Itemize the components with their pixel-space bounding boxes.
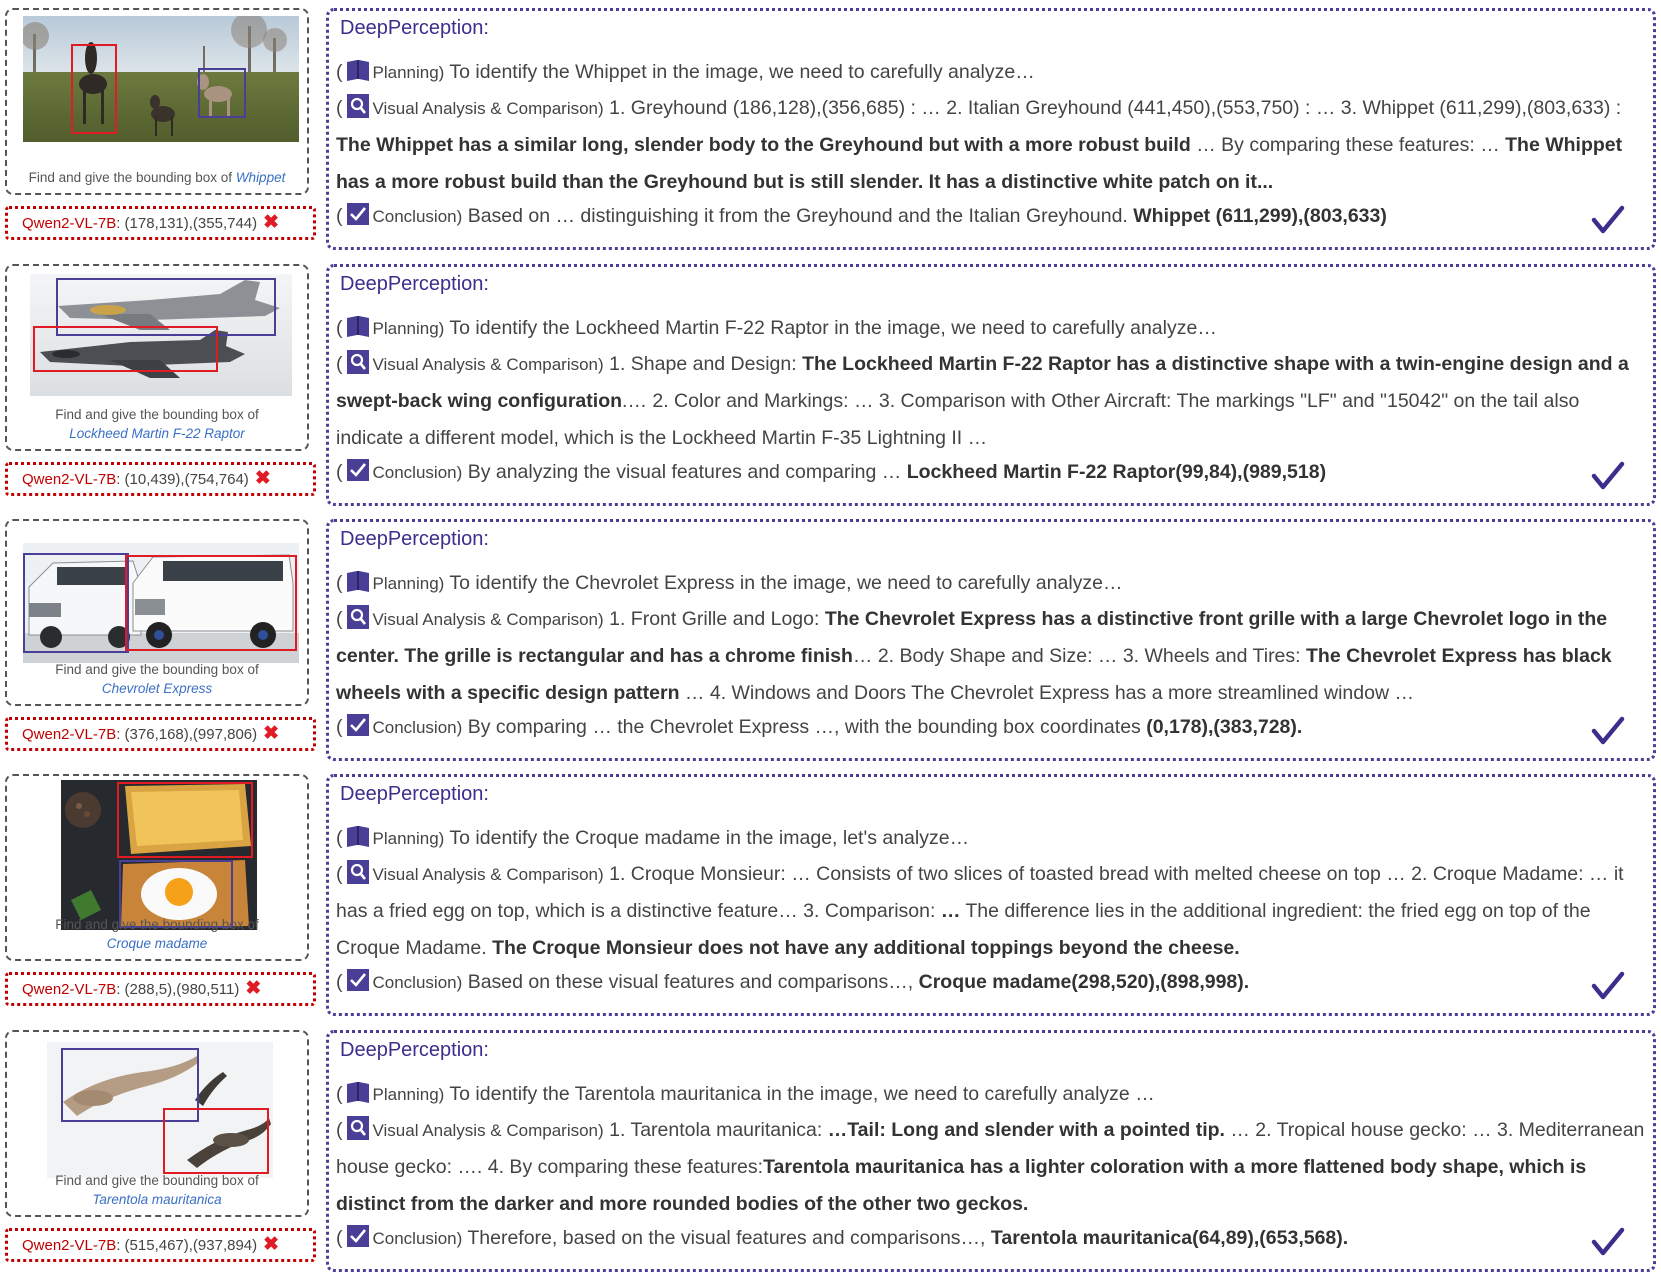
open-paren: ( [336,971,343,993]
open-paren: ( [336,97,343,119]
open-paren: ( [336,317,343,339]
conclusion-label: Conclusion) [372,207,463,226]
conclusion-text [467,1227,1348,1249]
deepperception-title: DeepPerception: [340,273,489,295]
magnifier-icon [345,604,371,630]
caption-target: Lockheed Martin F-22 Raptor [69,426,245,441]
text-run: Based on … distinguishing it from the Greyhound and the Italian Greyhound. [467,205,1134,227]
bold-text-run: Croque madame(298,520),(898,998). [918,971,1250,993]
checkbox-icon [345,967,371,993]
conclusion-label: Conclusion) [372,718,463,737]
visual-analysis-paragraph [336,90,1648,201]
query-caption [11,1171,303,1209]
planning-text: To identify the Lockheed Martin F-22 Raptor in the image, we need to carefully analyze… [449,317,1217,339]
text-run: Therefore, based on the visual features and comparisons…, [467,1227,991,1249]
bold-text-run: …Tail: Long and slender with a pointed tip. [827,1119,1225,1141]
conclusion-line [336,964,1648,1001]
qwen-box-coords: : (288,5),(980,511) [116,981,240,998]
deepperception-panel [326,264,1656,506]
correct-check-icon [1591,716,1625,746]
query-image [23,16,299,142]
caption-text: Find and give the bounding box of [55,407,259,422]
text-run: The difference lies in the additional ingredient: the fried egg on top of the Croque Madame. [336,900,1591,959]
qwen-model-name: Qwen2-VL-7B [22,981,117,998]
caption-target: Croque madame [106,936,208,951]
caption-text: Find and give the bounding box of [28,170,233,185]
open-paren: ( [336,716,343,738]
planning-label: Planning) [372,63,445,82]
text-run: By analyzing the visual features and comparing … [467,461,907,483]
bold-text-run: The Whippet has a more robust build than the Greyhound but is still slender. It has a distinctive white patch on it... [336,134,1623,193]
qwen-box-coords: : (10,439),(754,764) [116,471,249,488]
qwen-answer-box [5,206,316,240]
bbox-whippet [198,68,246,118]
qwen-box-coords: : (178,131),(355,744) [116,215,258,232]
caption-target: Whippet [235,170,286,185]
text-run: 1. Shape and Design: [609,353,803,375]
planning-text: To identify the Whippet in the image, we need to carefully analyze… [449,61,1035,83]
caption-text: Find and give the bounding box of [55,917,259,932]
planning-text: To identify the Chevrolet Express in the image, we need to carefully analyze… [449,572,1123,594]
text-run: Based on these visual features and comparisons…, [467,971,919,993]
open-paren: ( [336,1119,343,1141]
text-run: 1. Front Grille and Logo: [609,608,825,630]
visual-analysis-paragraph [336,1112,1648,1223]
open-paren: ( [336,608,343,630]
book-icon [345,313,371,339]
caption-target: Chevrolet Express [101,681,213,696]
open-paren: ( [336,1083,343,1105]
magnifier-icon [345,93,371,119]
example-row-croque [0,766,1661,1015]
text-run: … 2. Tropical house gecko: … 3. Mediterranean house gecko: …. 4. By comparing these features: [336,1119,1645,1178]
deepperception-panel [326,774,1656,1016]
book-icon [345,823,371,849]
query-image [23,543,299,663]
text-run: 1. Greyhound (186,128),(356,685) : … 2. Italian Greyhound (441,450),(553,750) : … 3. Whippet (611,299),(803,633) : [609,97,1622,119]
visual-label: Visual Analysis & Comparison) [372,355,604,374]
qwen-model-name: Qwen2-VL-7B [22,471,117,488]
planning-label: Planning) [372,574,445,593]
conclusion-line [336,709,1648,746]
checkbox-icon [345,712,371,738]
bold-text-run: Lockheed Martin F-22 Raptor(99,84),(989,518) [906,461,1327,483]
open-paren: ( [336,1227,343,1249]
planning-text: To identify the Tarentola mauritanica in the image, we need to carefully analyze … [449,1083,1155,1105]
conclusion-line [336,198,1648,235]
query-caption [11,660,303,698]
text-run: By comparing … the Chevrolet Express …, with the bounding box coordinates [467,716,1147,738]
example-row-whippet [0,0,1661,249]
example-row-gecko [0,1022,1661,1271]
open-paren: ( [336,205,343,227]
qwen-answer-box [5,972,316,1006]
magnifier-icon [345,1115,371,1141]
bbox-predicted [23,553,129,653]
text-run: 1. Tarentola mauritanica: [609,1119,828,1141]
conclusion-text [468,461,1326,483]
query-image [47,1042,273,1178]
text-run: … 4. Windows and Doors The Chevrolet Express has a more streamlined window … [679,682,1414,704]
qwen-answer-box [5,1228,316,1262]
query-panel [5,774,309,961]
query-caption [11,405,303,443]
visual-label: Visual Analysis & Comparison) [372,1121,604,1140]
wrong-x-icon: ✖ [254,468,271,489]
query-panel [5,8,309,195]
caption-target: Tarentola mauritanica [92,1192,222,1207]
conclusion-text [468,971,1250,993]
correct-check-icon [1591,1227,1625,1257]
deepperception-title: DeepPerception: [340,17,489,39]
caption-text: Find and give the bounding box of [55,1173,259,1188]
checkbox-icon [345,1223,371,1249]
conclusion-label: Conclusion) [372,1229,463,1248]
book-icon [345,1079,371,1105]
planning-line [336,820,1648,857]
checkbox-icon [345,201,371,227]
bbox-f35 [33,326,218,372]
query-image [61,780,257,930]
open-paren: ( [336,353,343,375]
correct-check-icon [1591,461,1625,491]
text-run: … By comparing these features: … [1190,134,1506,156]
bbox-ford [125,555,297,651]
bbox-predicted [163,1108,269,1174]
text-run: … 2. Body Shape and Size: … 3. Wheels and Tires: [852,645,1306,667]
magnifier-icon [345,349,371,375]
qwen-answer-box [5,717,316,751]
visual-label: Visual Analysis & Comparison) [372,865,604,884]
wrong-x-icon: ✖ [263,212,280,233]
planning-line [336,565,1648,602]
visual-label: Visual Analysis & Comparison) [372,99,604,118]
bold-text-run: The Chevrolet Express has a distinctive front grille with a large Chevrolet logo in the center. The grille is rectangular and has a chrome finish [336,608,1608,667]
bbox-croque-monsieur [117,782,253,858]
open-paren: ( [336,827,343,849]
checkbox-icon [345,457,371,483]
qwen-box-coords: : (376,168),(997,806) [116,726,258,743]
query-caption [11,168,303,187]
query-panel [5,519,309,706]
example-row-chevrolet [0,511,1661,760]
conclusion-label: Conclusion) [372,973,463,992]
bold-text-run: Tarentola mauritanica(64,89),(653,568). [990,1227,1349,1249]
open-paren: ( [336,61,343,83]
magnifier-icon [345,859,371,885]
bold-text-run: The Lockheed Martin F-22 Raptor has a distinctive shape with a twin-engine design and a swept-back wing configuration [336,353,1629,412]
bold-text-run: … [940,900,961,922]
wrong-x-icon: ✖ [263,1234,280,1255]
deepperception-panel [326,8,1656,250]
wrong-x-icon: ✖ [263,723,280,744]
bold-text-run: Tarentola mauritanica has a lighter coloration with a more flattened body shape, which is distinct from the darker and more rounded bodies of the other two geckos. [336,1156,1587,1215]
planning-label: Planning) [372,1085,445,1104]
qwen-answer-box [5,462,316,496]
bold-text-run: Whippet (611,299),(803,633) [1133,205,1387,227]
visual-label: Visual Analysis & Comparison) [372,610,604,629]
conclusion-line [336,1220,1648,1257]
query-panel [5,1030,309,1217]
deepperception-title: DeepPerception: [340,528,489,550]
bold-text-run: (0,178),(383,728). [1146,716,1303,738]
visual-analysis-paragraph [336,346,1648,457]
planning-text: To identify the Croque madame in the image, let's analyze… [449,827,970,849]
conclusion-line [336,454,1648,491]
bold-text-run: The Whippet has a similar long, slender body to the Greyhound but with a more robust build [336,134,1191,156]
bbox-greyhound [71,44,117,134]
deepperception-panel [326,1030,1656,1272]
deepperception-title: DeepPerception: [340,783,489,805]
query-image [30,274,292,396]
dogs-photo [23,16,299,142]
planning-line [336,1076,1648,1113]
conclusion-label: Conclusion) [372,463,463,482]
qwen-model-name: Qwen2-VL-7B [22,215,117,232]
planning-label: Planning) [372,829,445,848]
open-paren: ( [336,461,343,483]
deepperception-title: DeepPerception: [340,1039,489,1061]
correct-check-icon [1591,971,1625,1001]
conclusion-text [468,716,1303,738]
wrong-x-icon: ✖ [245,978,262,999]
deepperception-panel [326,519,1656,761]
conclusion-text [468,205,1387,227]
open-paren: ( [336,572,343,594]
open-paren: ( [336,863,343,885]
qwen-model-name: Qwen2-VL-7B [22,1237,117,1254]
query-panel [5,264,309,451]
planning-line [336,54,1648,91]
caption-text: Find and give the bounding box of [55,662,259,677]
query-caption [11,915,303,953]
qwen-model-name: Qwen2-VL-7B [22,726,117,743]
text-run: 1. Croque Monsieur: … Consists of two slices of toasted bread with melted cheese on top … 2. Croque Madame: … it has a fried egg on top, which is a distinctive feature… 3. Comparison: [336,863,1624,922]
planning-label: Planning) [372,319,445,338]
example-row-f22 [0,256,1661,505]
book-icon [345,57,371,83]
bold-text-run: The Chevrolet Express has black wheels with a specific design pattern [336,645,1612,704]
visual-analysis-paragraph [336,601,1648,712]
planning-line [336,310,1648,347]
text-run: .… 2. Color and Markings: … 3. Comparison with Other Aircraft: The markings "LF" and "15042" on the tail also indicate a different model, which is the Lockheed Martin F-35 Lightning II … [336,390,1580,449]
bold-text-run: The Croque Monsieur does not have any additional toppings beyond the cheese. [492,937,1240,959]
visual-analysis-paragraph [336,856,1648,967]
correct-check-icon [1591,205,1625,235]
book-icon [345,568,371,594]
qwen-box-coords: : (515,467),(937,894) [116,1237,258,1254]
